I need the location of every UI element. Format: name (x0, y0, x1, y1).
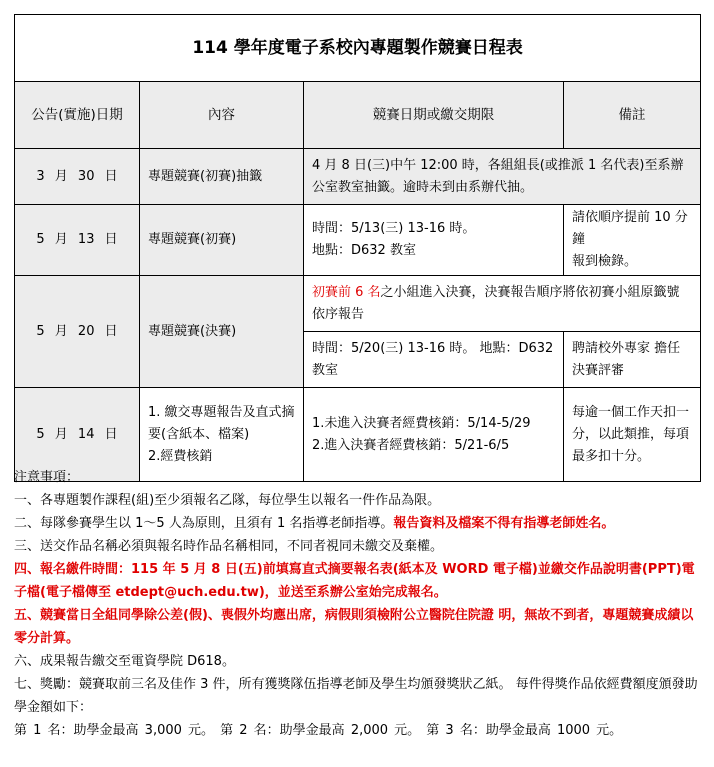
row-schedule: 4 月 8 日(三)中午 12:00 時，各組組長(或推派 1 名代表)至系辦公室教室抽籤。逾時未到由系辦代抽。 (304, 149, 701, 205)
note-item: 三、送交作品名稱必須與報名時作品名稱相同，不同者視同未繳交及棄權。 (14, 539, 444, 554)
note-item: 七、獎勵：競賽取前三名及佳作 3 件，所有獲獎隊伍指導老師及學生均頒發獎狀乙紙。 每件得獎作品依經費額度頒發助學金額如下： (14, 677, 698, 715)
notes-heading: 注意事項： (14, 470, 80, 485)
note-line: 請依順序提前 10 分鐘 (572, 210, 688, 247)
note-warning: 報告資料及檔案不得有指導老師姓名。 (393, 516, 615, 531)
note-text: 二、每隊參賽學生以 1～5 人為原則，且須有 1 名指導老師指導。 (14, 516, 394, 531)
schedule-time: 時間：5/13(三) 13-16 時。 (312, 221, 476, 236)
row-date: 5 月 13 日 (15, 205, 140, 276)
row-content: 專題競賽(初賽)抽籤 (140, 149, 304, 205)
row-note: 每逾一個工作天扣一分，以此類推，每項最多扣十分。 (564, 388, 701, 482)
schedule-table-wrap (14, 14, 700, 482)
schedule-line: 2.進入決賽者經費核銷：5/21-6/5 (312, 437, 510, 453)
note-item: 一、各專題製作課程(組)至少須報名乙隊，每位學生以報名一件作品為限。 (14, 493, 441, 508)
note-item: 第 1 名：助學金最高 3,000 元。 第 2 名：助學金最高 2,000 元。 第 3 名：助學金最高 1000 元。 (14, 723, 623, 738)
note-line: 報到檢錄。 (572, 254, 638, 269)
table-title: 114 學年度電子系校內專題製作競賽日程表 (15, 15, 701, 82)
row-content: 專題競賽(初賽) (140, 205, 304, 276)
row-date: 3 月 30 日 (15, 149, 140, 205)
schedule-text: 之小組進入決賽，決賽報告順序將依初賽小組原籤號依序報告 (312, 284, 680, 322)
header-date: 公告(實施)日期 (15, 82, 140, 149)
header-schedule: 競賽日期或繳交期限 (304, 82, 564, 149)
notes-section (14, 466, 704, 742)
schedule-highlight: 初賽前 6 名 (312, 284, 381, 300)
table-row (15, 205, 701, 276)
row-schedule (304, 205, 564, 276)
row-content: 專題競賽(決賽) (140, 276, 304, 388)
row-schedule-time: 時間：5/20(三) 13-16 時。 地點：D632 教室 (304, 332, 564, 388)
row-note (564, 205, 701, 276)
row-schedule (304, 276, 701, 332)
note-item (14, 512, 704, 535)
note-item: 六、成果報告繳交至電資學院 D618。 (14, 654, 235, 669)
header-note: 備註 (564, 82, 701, 149)
note-item: 四、報名繳件時間：115 年 5 月 8 日(五)前填寫直式摘要報名表(紙本及 WORD 電子檔)並繳交作品說明書(PPT)電子檔(電子檔傳至 etdept@uch.edu.tw)，並送至系辦公室始完成報名。 (14, 562, 695, 600)
row-date: 5 月 14 日 (15, 388, 140, 482)
schedule-line: 1.未進入決賽者經費核銷：5/14-5/29 (312, 415, 531, 431)
header-content: 內容 (140, 82, 304, 149)
row-note: 聘請校外專家 擔任決賽評審 (564, 332, 701, 388)
row-date: 5 月 20 日 (15, 276, 140, 388)
schedule-place: 地點：D632 教室 (312, 243, 416, 258)
content-line: 1. 繳交專題報告及直式摘要(含紙本、檔案) (148, 404, 295, 442)
table-row (15, 149, 701, 205)
note-item: 五、競賽當日全組同學除公差(假)、喪假外均應出席，病假則須檢附公立醫院住院證 明，無故不到者，專題競賽成績以零分計算。 (14, 608, 694, 646)
content-line: 2.經費核銷 (148, 448, 213, 464)
table-header-row (15, 82, 701, 149)
schedule-table (14, 14, 701, 482)
table-row (15, 276, 701, 332)
